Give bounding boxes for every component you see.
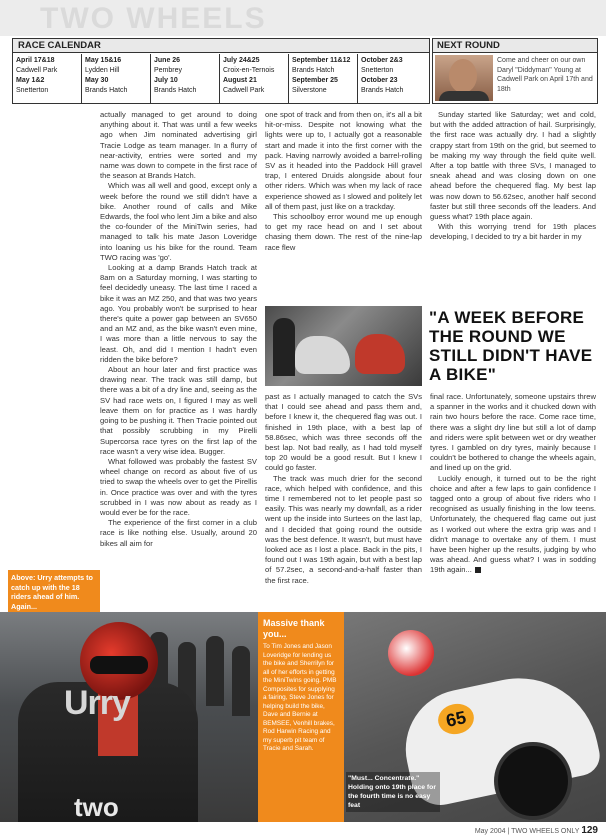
calendar-date: September 11&12 [292, 57, 351, 64]
calendar-venue: Brands Hatch [361, 87, 404, 94]
bike-race-number: 65 [435, 701, 476, 738]
next-round-box [432, 38, 598, 104]
paragraph: one spot of track and from then on, it's all a bit hit-or-miss. Despite not knowing what the lights were up to, I actually got a reasonable start and made it into the first corner with the pack. Having narrowly avoided a barrel-rolling SV as it headed into the Paddock Hill gravel trap, I entered Druids alongside about four other riders. Which was when my lack of race experience showed as I slowed and politely let all of them past, just like on a trackday. [265, 110, 422, 211]
race-calendar-title: RACE CALENDAR [13, 39, 429, 53]
thank-you-box [258, 612, 344, 822]
next-round-title: NEXT ROUND [433, 39, 597, 53]
rider-portrait [435, 55, 493, 101]
calendar-column [13, 54, 82, 103]
racing-photo [344, 612, 606, 822]
paragraph: About an hour later and first practice was drawing near. The track was still damp, but there was a bit of a dry line and, seeing as the SV had race wets on, I figured I may as well leave them on for practice as I was hardly going to be pushing it. Then Tracie pointed out that possibly scrubbing in my Pirelli Supercorsa race tyres on the first lap of the race wasn't a very wise idea. Bugger. [100, 365, 257, 456]
calendar-date: July 24&25 [223, 57, 260, 64]
calendar-column [358, 54, 429, 103]
thank-you-text: To Tim Jones and Jason Loveridge for lending us the bike and Sherrilyn for all of her efforts in getting the MiniTwins going. PMB Composites for supplying a fairing, Steve Jones for helping build the bike, Dave and Bernie at BEMSEE, Venhill brakes, Rod Harwin Racing and my superb pit team of Tracie and Sarah. [263, 643, 337, 752]
race-calendar [12, 38, 430, 104]
article-column-2-bottom [265, 392, 422, 586]
calendar-date: April 17&18 [16, 57, 55, 64]
calendar-venue: Brands Hatch [292, 67, 335, 74]
calendar-venue: Brands Hatch [85, 87, 128, 94]
calendar-venue: Lydden Hill [85, 67, 120, 74]
thank-you-heading: Massive thank you... [263, 618, 325, 639]
article-column-1 [100, 110, 257, 549]
page-footer [0, 822, 606, 838]
pit-garage-photo [265, 306, 422, 386]
paragraph: Luckily enough, it turned out to be the right choice and after a few laps to gain confidence I tagged onto a group of about five riders who I recognised as usually finishing in the low teens. Unfortunately, the chequered flag came out just as I worked out where the extra grip was and I didn't manage to overtake any of them. I must have been higher up the results, judging by who was ahead. And guess what? I was in sodding 19th again... [430, 473, 596, 575]
calendar-date: May 15&16 [85, 57, 122, 64]
calendar-column [220, 54, 289, 103]
calendar-date: May 1&2 [16, 77, 45, 84]
photo-caption-above: Above: Urry attempts to catch up with the 18 riders ahead of him. Again... [8, 570, 100, 614]
sponsor-logo-on-leathers: two [74, 792, 119, 822]
paragraph: This schoolboy error wound me up enough to get my race head on and I set about chasing them down. The rest of the nine-lap race flew [265, 212, 422, 252]
paragraph: What followed was probably the fastest SV wheel change on record as about five of us tried to swap the wheels over to get the Pirellis in. Once practice was over and with the tyres scrubbed in I was now about as ready as I would ever be for the race. [100, 456, 257, 517]
header-band [0, 0, 606, 36]
calendar-venue: Snetterton [16, 87, 49, 94]
rider-name-on-leathers: Urry [64, 684, 130, 722]
racing-photo-caption: "Must... Concentrate." Holding onto 19th place for the fourth time is no easy feat [346, 772, 440, 812]
paragraph: The track was much drier for the second race, which helped with confidence, and this time I remembered not to let people past so easily. This was nearly my downfall, as a rider went up the inside into Surtees on the last lap, and I decided that going round the outside was the best defence. It wasn't, but must have looked ace as I lost a place. Back in the pits, I found out I was 19th again, but with a best lap of 57.2sec, a second-and-a-half faster than the first race. [265, 473, 422, 585]
paragraph: Looking at a damp Brands Hatch track at 8am on a Saturday morning, I was starting to feel decidedly uneasy. The last time I raced a bike it was an MZ 250, and that was two years ago. You probably won't be surprised to hear there's quite a power gap between an SV650 and an MZ and, as the bike wasn't even mine, I was more than a little nervous to say the least. Oh, and did I mention I hadn't even ridden the bike before? [100, 263, 257, 364]
bottom-photo-strip [0, 612, 606, 822]
paragraph: past as I actually managed to catch the SVs that I could see ahead and pass them and, before I knew it, the chequered flag was out. I finished in 19th place, with a best lap of 58.86sec, which was three seconds off the best lap. Not bad really, as I had told myself top 20 would be a good result. But I knew I could go faster. [265, 392, 422, 473]
pull-quote: "A WEEK BEFORE THE ROUND WE STILL DIDN'T HAVE A BIKE" [429, 308, 593, 384]
footer-issue: May 2004 | TWO WHEELS ONLY [474, 828, 580, 835]
article-column-3-bottom [430, 392, 596, 576]
calendar-date: June 26 [154, 57, 181, 64]
calendar-venue: Pembrey [154, 67, 183, 74]
article-column-2-top [265, 110, 422, 253]
calendar-venue: Brands Hatch [154, 87, 197, 94]
calendar-venue: Cadwell Park [223, 87, 265, 94]
paragraph: Which was all well and good, except only a week before the round we still didn't have a bike. Another round of calls and Mike Edwards, the fool who lent Jim a bike and also the co-founder of the MiniTwin series, had managed to talk his mate Jason Loveridge into loaning us his bike for the round. Team TWO racing was 'go'. [100, 181, 257, 262]
end-mark-icon [475, 567, 481, 573]
calendar-date: May 30 [85, 77, 109, 84]
calendar-date: September 25 [292, 77, 338, 84]
calendar-date: August 21 [223, 77, 257, 84]
calendar-column [289, 54, 358, 103]
paragraph: With this worrying trend for 19th places developing, I decided to try a bit harder in my [430, 222, 596, 242]
paragraph: The experience of the first corner in a club race is like nothing else. Usually, around 20 bikes all aim for [100, 518, 257, 548]
calendar-venue: Snetterton [361, 67, 394, 74]
page-number: 129 [581, 825, 598, 836]
calendar-column [151, 54, 220, 103]
next-round-text: Come and cheer on our own Daryl "Diddyman" Young at Cadwell Park on April 17th and 18th [497, 57, 593, 93]
article-column-3-top [430, 110, 596, 243]
calendar-venue: Croix-en-Ternois [223, 67, 275, 74]
calendar-venue: Silverstone [292, 87, 327, 94]
calendar-date: October 23 [361, 77, 398, 84]
calendar-date: October 2&3 [361, 57, 403, 64]
rider-back-photo [0, 612, 258, 822]
calendar-column [82, 54, 151, 103]
calendar-venue: Cadwell Park [16, 67, 58, 74]
paragraph: final race. Unfortunately, someone upstairs threw a spanner in the works and it chucked down with rain two hours before the race. Come race time, there was a slight dry line but still a lot of damp and riders were split between wet or dry weather tyres. I gambled on dry tyres, mainly because I couldn't be bothered to change the wheels again, and lined up on the grid. [430, 392, 596, 473]
paragraph: actually managed to get around to doing anything about it. That was until a few weeks ago when Jim nominated advertising girl Tracie Lodge as team manager. In a flurry of near-activity, entries were sorted and my name was down to compete in the first race of the season at Brands Hatch. [100, 110, 257, 181]
paragraph: Sunday started like Saturday; wet and cold, but with the added attraction of hail. Surprisingly, the first race was actually dry. I had a slightly crappy start from 19th on the grid, but seemed to be making my way through the field quite well. After a top battle with three SVs, I managed to sneak ahead and was closing down on one ahead before the chequered flag. My best lap was now down to 56.62sec, another half second faster but still three seconds off the leaders. And guess what? 19th place again. [430, 110, 596, 222]
header-ghost-text: TWO WHEELS [40, 2, 267, 35]
calendar-date: July 10 [154, 77, 178, 84]
